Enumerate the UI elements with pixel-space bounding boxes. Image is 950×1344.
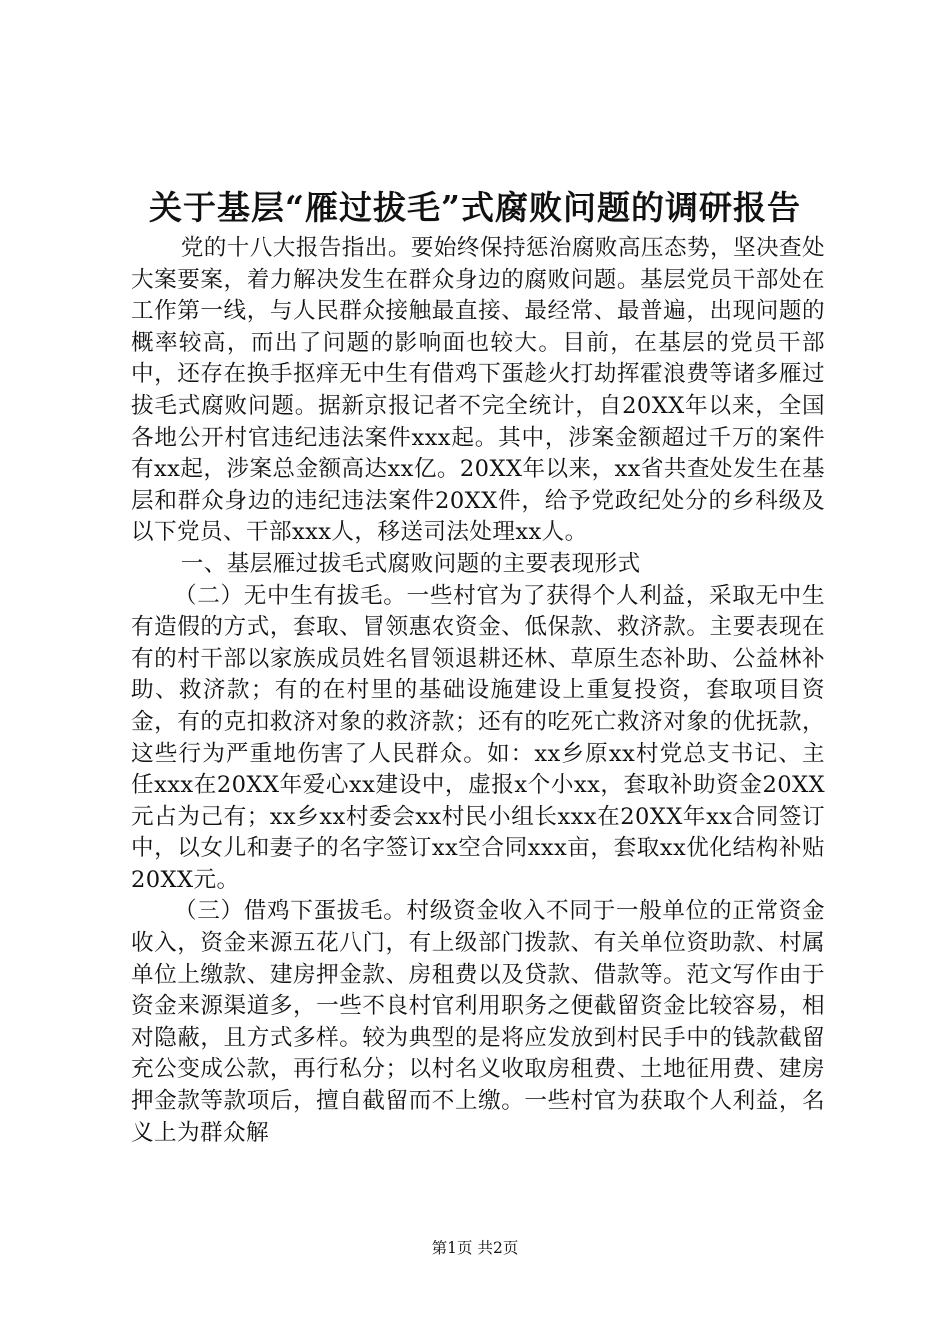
page-footer: 第1页 共2页 xyxy=(431,1239,519,1257)
subsection-paragraph-2: （二）无中生有拔毛。一些村官为了获得个人利益，采取无中生有造假的方式，套取、冒领惠农资金、低保款、救济款。主要表现在有的村干部以家族成员姓名冒领退耕还林、草原生态补助、公益林补助、救济款；有的在村里的基础设施建设上重复投资，套取项目资金，有的克扣救济对象的救济款；还有的吃死亡救济对象的优抚款，这些行为严重地伤害了人民群众。如：xx乡原xx村党总支书记、主任xxx在20XX年爱心xx建设中，虚报x个小xx，套取补助资金20XX元占为己有；xx乡xx村委会xx村民小组长xxx在20XX年xx合同签订中，以女儿和妻子的名字签订xx空合同xxx亩，套取xx优化结构补贴20XX元。 xyxy=(131,582,825,893)
intro-paragraph: 党的十八大报告指出。要始终保持惩治腐败高压态势，坚决查处大案要案，着力解决发生在群众身边的腐败问题。基层党员干部处在工作第一线，与人民群众接触最直接、最经常、最普遍，出现问题的概率较高，而出了问题的影响面也较大。目前，在基层的党员干部中，还存在换手抠痒无中生有借鸡下蛋趁火打劫挥霍浪费等诸多雁过拔毛式腐败问题。据新京报记者不完全统计，自20XX年以来，全国各地公开村官违纪违法案件xxx起。其中，涉案金额超过千万的案件有xx起，涉案总金额高达xx亿。20XX年以来，xx省共查处发生在基层和群众身边的违纪违法案件20XX件，给予党政纪处分的乡科级及以下党员、干部xxx人，移送司法处理xx人。 xyxy=(131,235,825,546)
document-title: 关于基层“雁过拔毛”式腐败问题的调研报告 xyxy=(149,188,801,227)
subsection-paragraph-3: （三）借鸡下蛋拔毛。村级资金收入不同于一般单位的正常资金收入，资金来源五花八门，有上级部门拨款、有关单位资助款、村属单位上缴款、建房押金款、房租费以及贷款、借款等。范文写作由于资金来源渠道多，一些不良村官利用职务之便截留资金比较容易，相对隐蔽，且方式多样。较为典型的是将应发放到村民手中的钱款截留充公变成公款，再行私分；以村名义收取房租费、土地征用费、建房押金款等款项后，擅自截留而不上缴。一些村官为获取个人利益，名义上为群众解 xyxy=(131,898,825,1146)
section-heading: 一、基层雁过拔毛式腐败问题的主要表现形式 xyxy=(180,550,641,577)
document-body xyxy=(131,233,825,1149)
